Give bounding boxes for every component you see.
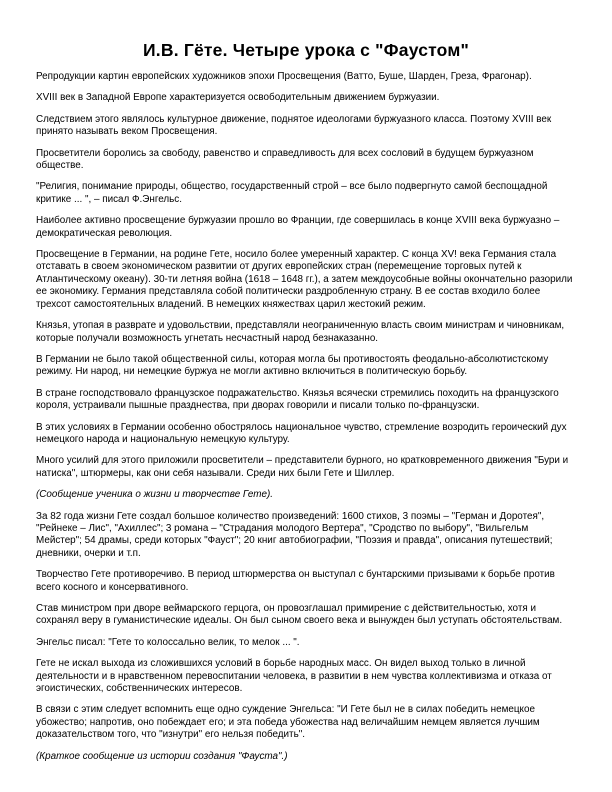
document-body [36,71,576,763]
paragraph: Много усилий для этого приложили просветители – представители бурного, но кратковременного движения "Бури и натиска", штюрмеры, как они себя называли. Среди них были Гете и Шиллер. [36,455,569,479]
paragraph: Став министром при дворе веймарского герцога, он провозглашал примирение с действительностью, хотя и сохранял веру в гуманистические идеалы. Он был сыном своего века и вынужден был уступать обстоятельствам. [36,603,563,627]
paragraph: Просветители боролись за свободу, равенство и справедливость для всех сословий в будущем буржуазном обществе. [36,147,534,172]
paragraph: (Сообщение ученика о жизни и творчестве Гете). [36,489,273,501]
paragraph: Следствием этого являлось культурное движение, поднятое идеологами буржуазного класса. Поэтому XVIII век принято называть веком Просвещения. [36,113,552,138]
paragraph: Князья, утопая в разврате и удовольствии, представляли неограниченную власть своим министрам и чиновникам, которые получали возможность угнетать несчастный народ безнаказанно. [36,320,565,344]
paragraph: "Религия, понимание природы, общество, государственный строй – все было подвергнуто самой беспощадной критике ... ", – писал Ф.Энгельс. [36,181,548,205]
paragraph: В связи с этим следует вспомнить еще одно суждение Энгельса: "И Гете был не в силах победить немецкое убожество; напротив, оно побеждает его; и эта победа убожества над величайшим немцем является лучшим доказательством того, что "изнутри" его нельзя победить". [36,704,540,741]
paragraph: Творчество Гете противоречиво. В период штюрмерства он выступал с бунтарскими призывами к борьбе против всего косного и консервативного. [36,569,555,593]
paragraph: В этих условиях в Германии особенно обострялось национальное чувство, стремление возродить героический дух немецкого народа и национальную немецкую культуру. [36,421,567,445]
page-title: И.В. Гёте. Четыре урока с "Фаустом" [143,40,469,60]
paragraph: XVIII век в Западной Европе характеризуется освободительным движением буржуазии. [36,92,440,104]
paragraph: Энгельс писал: "Гете то колоссально велик, то мелок ... ". [36,636,300,648]
paragraph: В стране господствовало французское подражательство. Князья всячески стремились походить на французского короля, устраивали пышные празднества, при дворах говорили и писали только по-французски. [36,387,559,412]
paragraph: Просвещение в Германии, на родине Гете, носило более умеренный характер. С конца XV! века Германия стала отставать в своем экономическом развитии от других европейских стран (перемещение торговых путей к Атлантическому океану). 30-ти летняя война (1618 – 1648 гг.), а затем междоусобные войны окончательно разорили ее экономику. Германия представляла собой политически раздробленную страну. В ее состав входило более трехсот самостоятельных владений. В немецких княжествах царил жестокий режим. [36,249,573,310]
paragraph: Репродукции картин европейских художников эпохи Просвещения (Ватто, Буше, Шарден, Греза, Фрагонар). [36,71,532,82]
paragraph: В Германии не было такой общественной силы, которая могла бы противостоять феодально-абсолютистскому режиму. Ни народ, ни немецкие буржуа не могли активно включиться в политическую борьбу. [36,353,549,378]
paragraph: (Краткое сообщение из истории создания "Фауста".) [36,750,288,762]
paragraph: Наиболее активно просвещение буржуазии прошло во Франции, где совершилась в конце XVIII века буржуазно – демократическая революция. [36,215,560,239]
paragraph: За 82 года жизни Гете создал большое количество произведений: 1600 стихов, 3 поэмы – "Герман и Доротея", "Рейнеке – Лис", "Ахиллес"; 3 романа – "Страдания молодого Вертера", "Сродство по выбору", "Вильгельм Мейстер"; 54 драмы, среди которых "Фауст"; 20 книг автобиографии, "Поэзия и правда", описания путешествий; дневники, очерки и т.п. [36,510,553,559]
paragraph: Гете не искал выхода из сложившихся условий в борьбе народных масс. Он видел выход только в личной деятельности и в нравственном перевоспитании человека, в развитии в нем чувства коллективизма и отказа от эгоистических, собственнических интересов. [36,658,552,695]
